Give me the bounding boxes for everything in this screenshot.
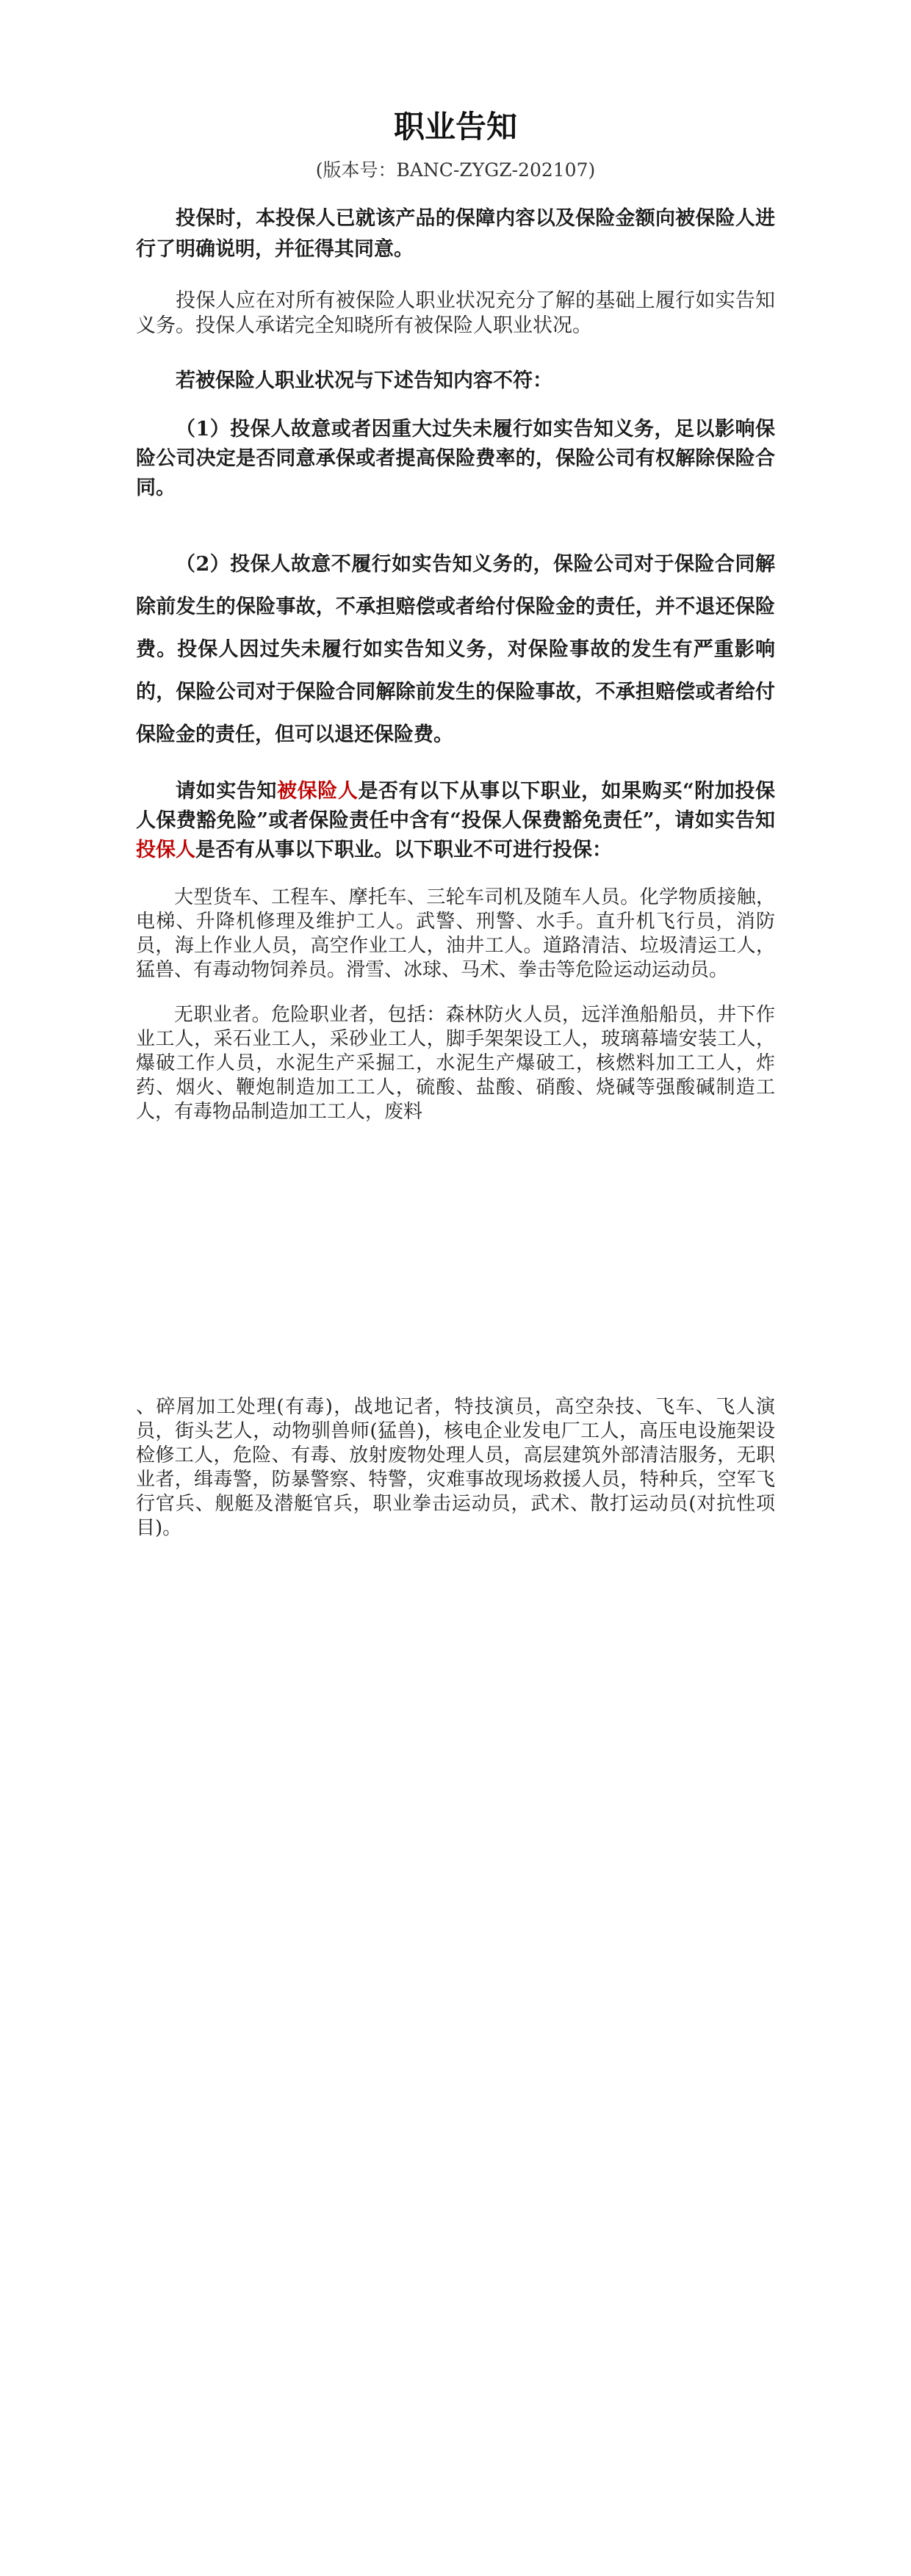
notice-text-1: 请如实告知	[176, 780, 278, 803]
intro-paragraph: 投保时，本投保人已就该产品的保障内容以及保险金额向被保险人进行了明确说明，并征得其同意。	[136, 207, 775, 261]
notice-text-3: 是否有从事以下职业。以下职业不可进行投保：	[195, 839, 612, 861]
restricted-occupations-list-3: 、碎屑加工处理(有毒)，战地记者，特技演员，高空杂技、飞车、飞人演员，街头艺人，动物驯兽师(猛兽)，核电企业发电厂工人，高压电设施架设检修工人，危险、有毒、放射废物处理人员，高层建筑外部清洁服务，无职业者，缉毒警，防暴警察、特警，灾难事故现场救援人员，特种兵，空军飞行官兵、舰艇及潜艇官兵，职业拳击运动员，武术、散打运动员(对抗性项目)。	[136, 1396, 775, 1539]
page-title: 职业告知	[393, 109, 517, 145]
version-number: (版本号：BANC-ZYGZ-202107)	[315, 159, 596, 181]
lead-paragraph: 若被保险人职业状况与下述告知内容不符：	[176, 369, 552, 392]
notice-text-2: 是否有以下从事以下职业，如果购买“附加投保人保费豁免险”或者保险责任中含有“投保人保费豁免责任”，请如实告知	[136, 780, 776, 832]
notice-paragraph	[136, 777, 775, 865]
insured-highlight: 被保险人	[277, 780, 359, 803]
case-one-paragraph: （1）投保人故意或者因重大过失未履行如实告知义务，足以影响保险公司决定是否同意承保或者提高保险费率的，保险公司有权解除保险合同。	[136, 418, 775, 499]
document-body	[136, 106, 775, 1124]
duty-paragraph: 投保人应在对所有被保险人职业状况充分了解的基础上履行如实告知义务。投保人承诺完全知晓所有被保险人职业状况。	[136, 289, 775, 337]
policyholder-highlight: 投保人	[136, 839, 195, 861]
case-two-paragraph: （2）投保人故意不履行如实告知义务的，保险公司对于保险合同解除前发生的保险事故，不承担赔偿或者给付保险金的责任，并不退还保险费。投保人因过失未履行如实告知义务，对保险事故的发生有严重影响的，保险公司对于保险合同解除前发生的保险事故，不承担赔偿或者给付保险金的责任，但可以退还保险费。	[136, 553, 775, 746]
restricted-occupations-list-2: 无职业者。危险职业者，包括：森林防火人员，远洋渔船船员，井下作业工人，采石业工人，采砂业工人，脚手架架设工人，玻璃幕墙安装工人，爆破工作人员，水泥生产采掘工，水泥生产爆破工，核燃料加工工人，炸药、烟火、鞭炮制造加工工人，硫酸、盐酸、硝酸、烧碱等强酸碱制造工人，有毒物品制造加工工人，废料	[136, 1004, 775, 1123]
restricted-occupations-list-1: 大型货车、工程车、摩托车、三轮车司机及随车人员。化学物质接触，电梯、升降机修理及维护工人。武警、刑警、水手。直升机飞行员，消防员，海上作业人员，高空作业工人，油井工人。道路清洁、垃圾清运工人，猛兽、有毒动物饲养员。滑雪、冰球、马术、拳击等危险运动运动员。	[136, 886, 775, 981]
